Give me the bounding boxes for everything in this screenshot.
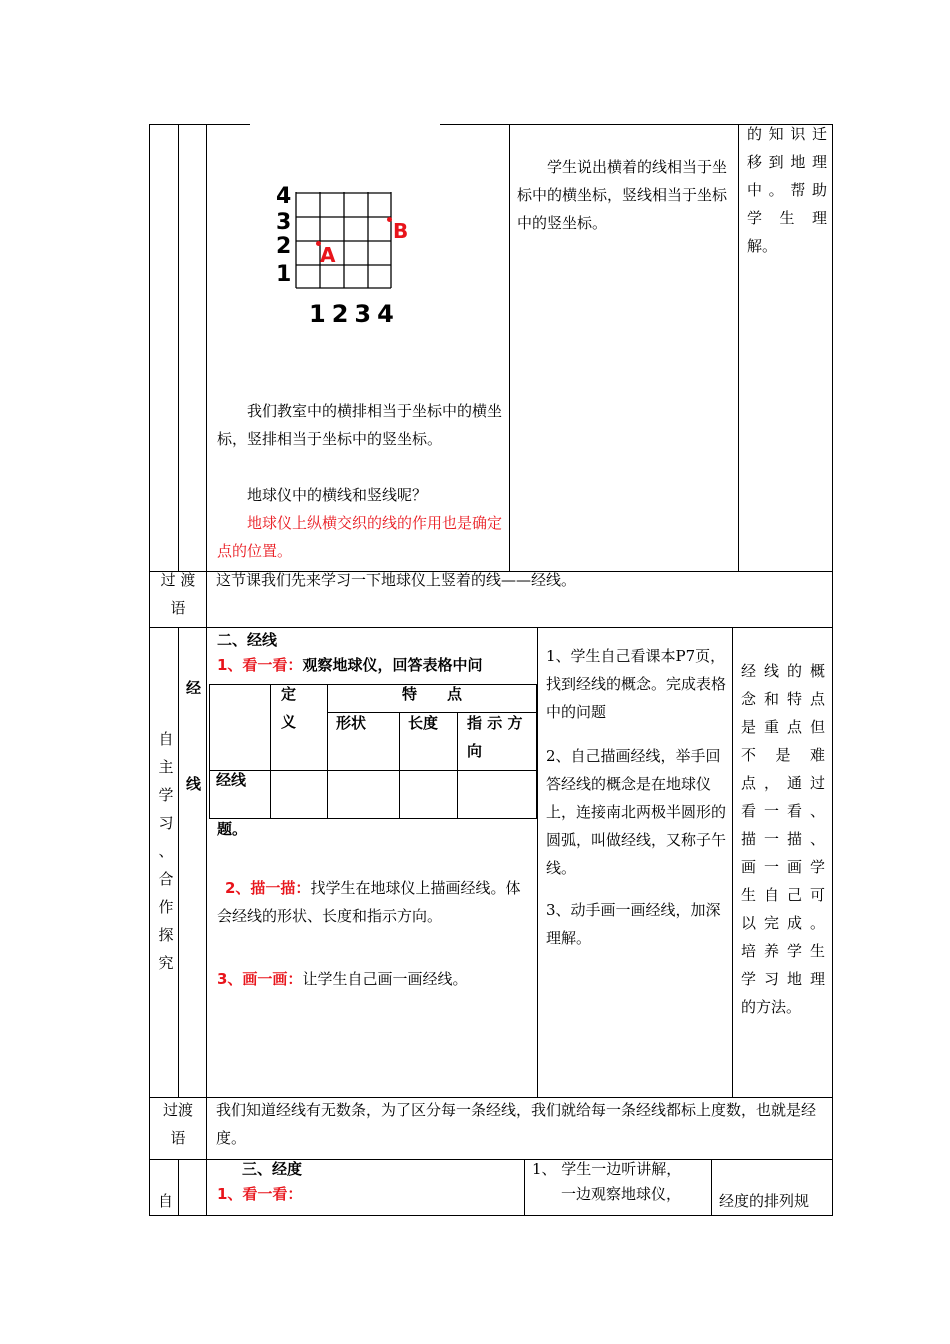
intent-line: 的知识迁 — [747, 125, 827, 143]
globe-question-text: 地球仪中的横线和竖线呢？ — [247, 486, 428, 504]
student-step3: 3、动手画一画经线，加深理解。 — [546, 901, 721, 947]
design-intent-text: 经度的排列规 — [719, 1192, 810, 1210]
intent-line: 学 生 理 — [747, 209, 827, 227]
student-step2: 2、自己描画经线，举手回答经线的概念是在地球仪上，连接南北两极半圆形的圆弧，叫做经线，又称子午线。 — [546, 747, 727, 877]
grid-lines — [295, 192, 395, 292]
grid-x-labels: 1234 — [309, 300, 400, 328]
design-intent-column — [747, 120, 827, 260]
intent-line: 看一看、 — [741, 802, 825, 820]
step3-row — [217, 965, 529, 993]
stage-char: 合 — [158, 870, 174, 888]
transition-label-line: 语 — [170, 599, 186, 617]
stage-char: 习 — [158, 814, 174, 832]
col-length: 长度 — [408, 714, 439, 732]
intent-line: 学习地理 — [741, 970, 825, 988]
grid-y-label: 2 — [276, 234, 292, 259]
step1-tail: 题。 — [217, 820, 248, 838]
step3-label: 3、画一画： — [217, 970, 303, 988]
section-heading: 三、经度 — [242, 1160, 303, 1178]
step2-text: 找学生在地球仪上描画经线。体会经线的形状、长度和指示方向。 — [217, 879, 521, 925]
intent-line: 解。 — [747, 237, 778, 255]
student-line: 1、 学生一边听讲解， — [532, 1160, 682, 1178]
col-direction: 指 示 方 — [467, 714, 523, 732]
intent-line: 不 是 难 — [741, 746, 825, 764]
stage-char: 自 — [158, 730, 174, 748]
intent-line: 是重点但 — [741, 718, 825, 736]
stage-char: 学 — [158, 786, 174, 804]
intent-line: 的方法。 — [741, 998, 802, 1016]
intent-line: 画一画学 — [741, 858, 825, 876]
transition-label — [155, 566, 201, 622]
point-b-label: B — [393, 219, 409, 243]
col-direction: 向 — [467, 742, 483, 760]
step1-label: 1、看一看： — [217, 1185, 303, 1203]
intent-line: 经线的概 — [741, 662, 825, 680]
student-line: 一边观察地球仪， — [561, 1185, 682, 1203]
transition-label-line: 语 — [170, 1129, 186, 1147]
intent-line: 中。帮助 — [747, 181, 827, 199]
transition-label — [155, 1096, 201, 1152]
point-a-label: A — [320, 243, 336, 267]
stage-char: 作 — [158, 898, 174, 916]
row-meridian: 经线 — [216, 771, 247, 789]
intent-line: 以完成。 — [741, 914, 825, 932]
grid-y-label: 3 — [276, 210, 292, 235]
intent-line: 点，通过 — [741, 774, 825, 792]
stage-char: 探 — [158, 926, 174, 944]
intent-line: 培养学生 — [741, 942, 825, 960]
step1-text: 观察地球仪，回答表格中问 — [302, 656, 483, 674]
step1-row — [217, 651, 482, 679]
col-definition: 定 — [281, 685, 297, 703]
classroom-analogy-text: 我们教室中的横排相当于坐标中的横坐标，竖排相当于坐标中的竖坐标。 — [217, 402, 503, 448]
stage-char: 、 — [158, 842, 174, 860]
student-step1: 1、学生自己看课本P7页，找到经线的概念。完成表格中的问题 — [546, 647, 727, 721]
transition-label-line: 过 渡 — [160, 571, 196, 589]
section-heading: 二、经线 — [217, 631, 278, 649]
stage-label — [153, 725, 179, 977]
col-features: 特 点 — [401, 685, 462, 703]
stage-char: 究 — [158, 954, 174, 972]
stage-char: 主 — [158, 758, 174, 776]
point-b-dot — [387, 217, 392, 222]
step2-row — [217, 874, 529, 930]
grid-y-label: 4 — [276, 184, 292, 209]
intent-line: 生自己可 — [741, 886, 825, 904]
transition-text: 这节课我们先来学习一下地球仪上竖着的线——经线。 — [216, 571, 577, 589]
topic-char: 线 — [186, 775, 202, 793]
stage-char: 自 — [158, 1192, 174, 1210]
grid-y-label: 1 — [276, 262, 292, 287]
col-shape: 形状 — [336, 714, 367, 732]
design-intent-column — [741, 657, 825, 1021]
step2-label: 2、描一描： — [225, 879, 311, 897]
transition-text: 我们知道经线有无数条，为了区分每一条经线，我们就给每一条经线都标上度数，也就是经度。 — [216, 1101, 817, 1147]
step1-label: 1、看一看： — [217, 656, 303, 674]
topic-char: 经 — [186, 679, 202, 697]
student-activity-text: 学生说出横着的线相当于坐标中的横坐标，竖线相当于坐标中的竖坐标。 — [517, 158, 728, 232]
step3-text: 让学生自己画一画经线。 — [302, 970, 468, 988]
globe-lines-purpose-text: 地球仪上纵横交织的线的作用也是确定点的位置。 — [217, 514, 503, 560]
intent-line: 描一描、 — [741, 830, 825, 848]
transition-label-line: 过渡 — [162, 1101, 193, 1119]
intent-line: 移到地理 — [747, 153, 827, 171]
intent-line: 念和特点 — [741, 690, 825, 708]
col-definition: 义 — [281, 713, 297, 731]
